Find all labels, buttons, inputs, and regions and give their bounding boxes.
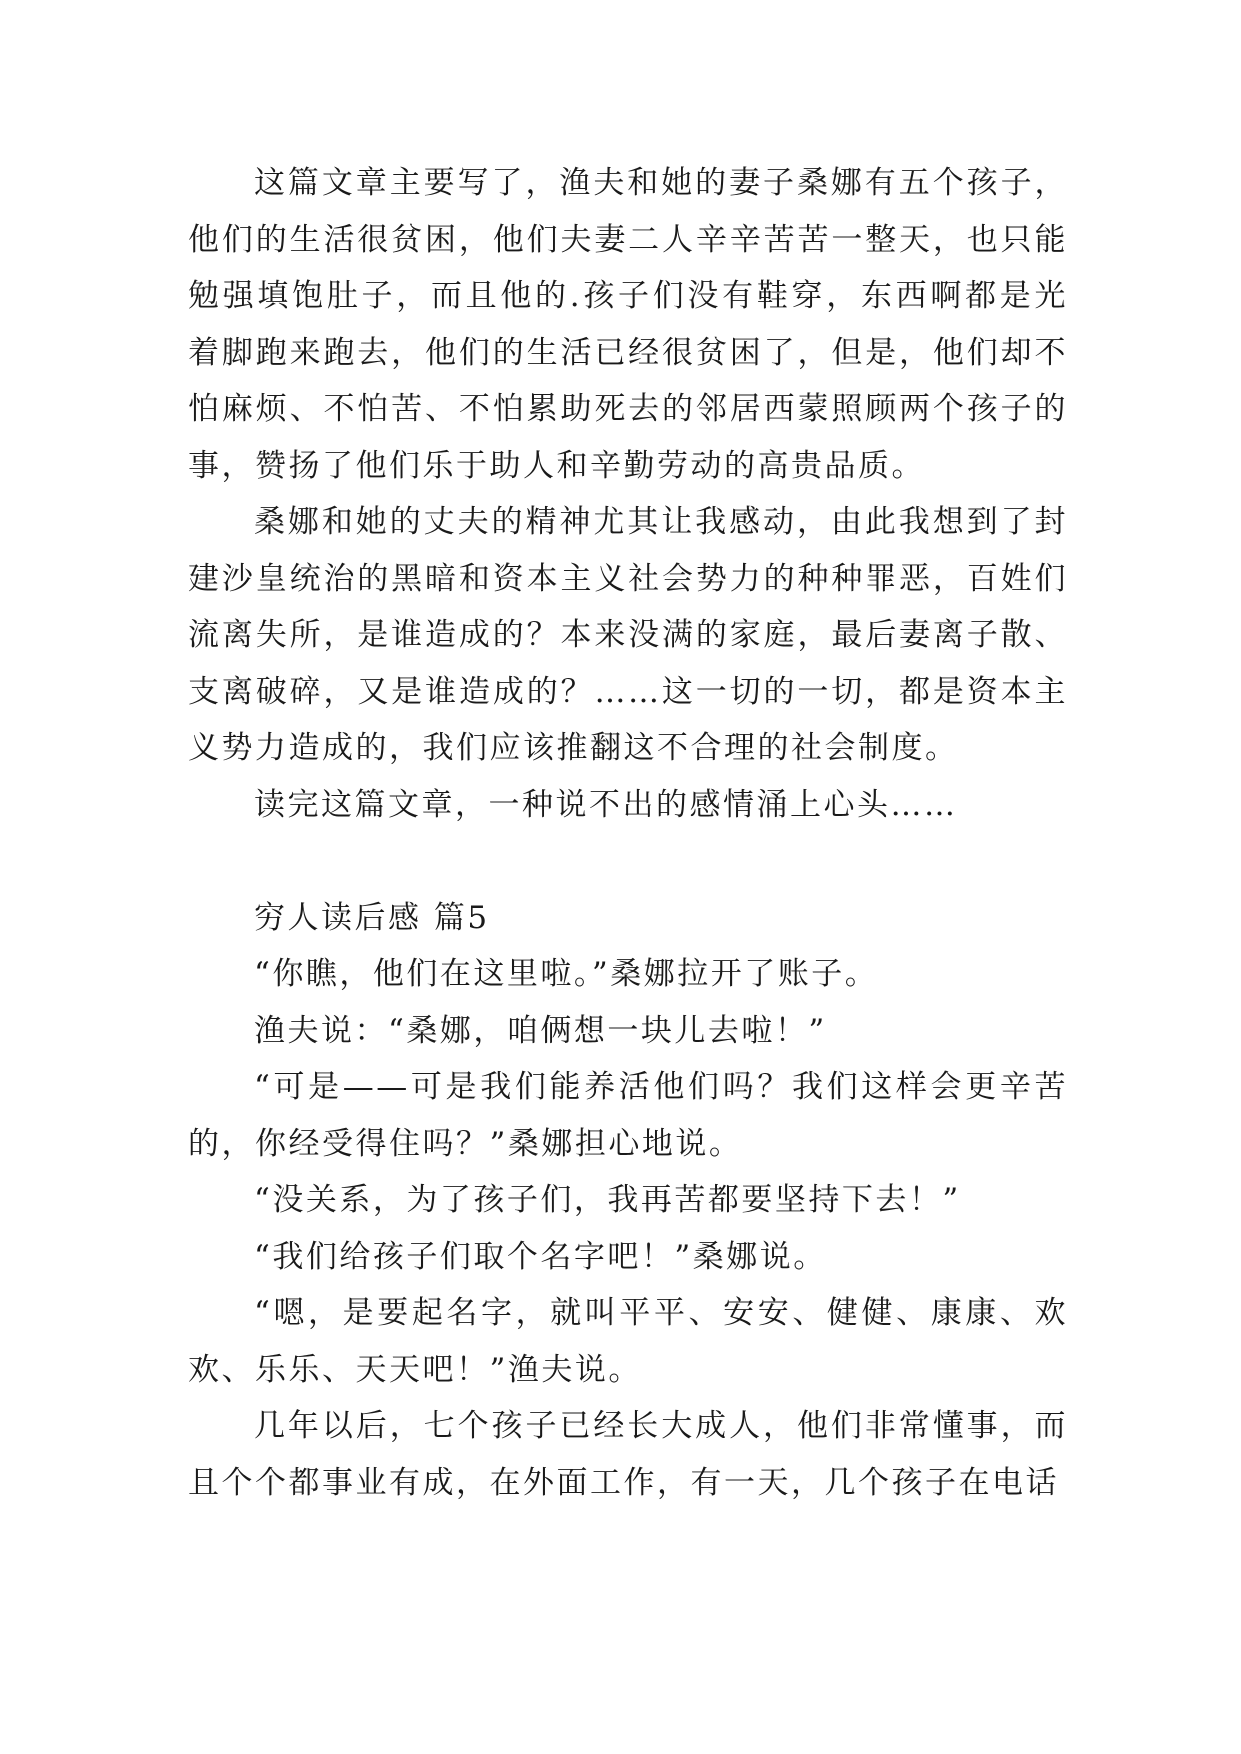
- paragraph: 这篇文章主要写了，渔夫和她的妻子桑娜有五个孩子，他们的生活很贫困，他们夫妻二人辛辛苦苦一整天，也只能勉强填饱肚子，而且他的.孩子们没有鞋穿，东西啊都是光着脚跑来跑去，他们的生活已经很贫困了，但是，他们却不怕麻烦、不怕苦、不怕累助死去的邻居西蒙照顾两个孩子的事，赞扬了他们乐于助人和辛勤劳动的高贵品质。: [188, 165, 1068, 484]
- paragraph: 渔夫说：“桑娜，咱俩想一块儿去啦！”: [254, 1012, 827, 1049]
- paragraph: 读完这篇文章，一种说不出的感情涌上心头……: [254, 786, 958, 823]
- paragraph: “你瞧，他们在这里啦。”桑娜拉开了账子。: [254, 956, 879, 992]
- paragraph: 桑娜和她的丈夫的精神尤其让我感动，由此我想到了封建沙皇统治的黑暗和资本主义社会势力的种种罪恶，百姓们流离失所，是谁造成的？本来没满的家庭，最后妻离子散、支离破碎，又是谁造成的？……这一切的一切，都是资本主义势力造成的，我们应该推翻这不合理的社会制度。: [188, 504, 1068, 766]
- paragraph: 几年以后，七个孩子已经长大成人，他们非常懂事，而且个个都事业有成，在外面工作，有一天，几个孩子在电话: [188, 1408, 1068, 1501]
- paragraph: “没关系，为了孩子们，我再苦都要坚持下去！”: [254, 1182, 961, 1218]
- paragraph: “嗯，是要起名字，就叫平平、安安、健健、康康、欢欢、乐乐、天天吧！”渔夫说。: [188, 1295, 1068, 1388]
- section-heading: 穷人读后感 篇5: [254, 899, 490, 936]
- document-body: [188, 155, 1068, 1511]
- paragraph: “可是——可是我们能养活他们吗？我们这样会更辛苦的，你经受得住吗？”桑娜担心地说。: [188, 1069, 1068, 1162]
- blank-line: [188, 833, 1068, 890]
- paragraph: “我们给孩子们取个名字吧！”桑娜说。: [254, 1238, 827, 1275]
